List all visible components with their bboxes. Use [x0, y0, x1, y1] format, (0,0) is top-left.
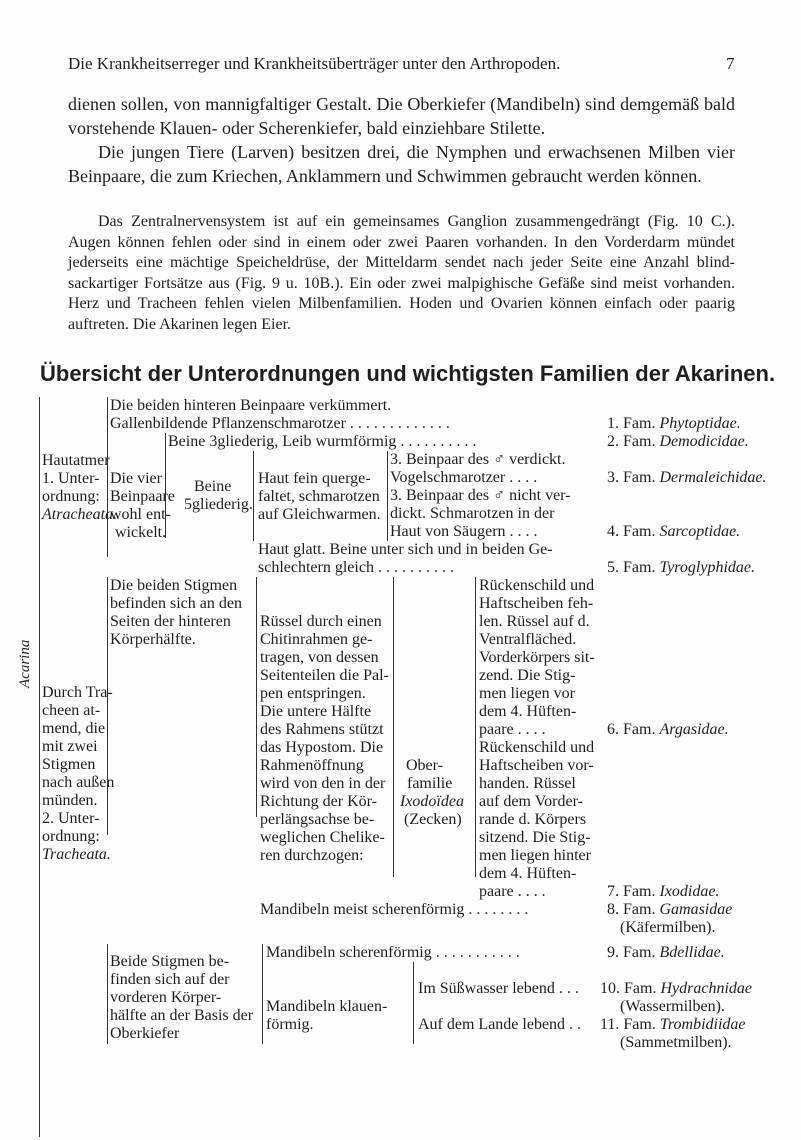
vier-line-2: Beinpaare — [110, 488, 175, 505]
family-4: 4. Fam. Sarcoptidae. — [607, 523, 741, 540]
beide-vorne-line-2: finden sich auf der — [110, 971, 230, 988]
stigmen-hinten-line-1: Die beiden Stigmen — [110, 577, 238, 594]
brace-lebensraum — [413, 962, 414, 1044]
row-4-line-1: 3. Beinpaar des ♂ nicht ver- — [390, 487, 571, 504]
family-10: 10. Fam. Hydrachnidae — [600, 980, 752, 997]
suborder-2-line-2: cheen at- — [42, 702, 101, 719]
suborder-1-name: Atracheata. — [42, 506, 118, 523]
row-4-line-2: dickt. Schmarotzen in der — [390, 505, 555, 522]
family-2: 2. Fam. Demodicidae. — [607, 433, 749, 450]
intro-paragraph-3: Das Zentralnervensystem ist auf ein gemeinsames Ganglion zusammengedrängt (Fig. 10 C.). Augen können fehlen oder sind in einem oder zwei Paaren vorhanden. In den Vorderdarm mündet jederseits eine mächtige Speicheldrüse, der Mitteldarm sendet nach jeder Seite eine Anzahl blind-sackartiger Fortsätze aus (Fig. 9 u. 10B.). Ein oder zwei malpighische Gefäße sind meist vorhanden. Herz und Tracheen fehlen vielen Milbenfamilien. Hoden und Ovarien können einfach oder paarig auftreten. Die Akarinen legen Eier. — [68, 213, 735, 333]
ruessel-line-10: wird von den in der — [260, 775, 386, 792]
oberfamilie-common-name: (Zecken) — [404, 811, 462, 828]
suborder-2-name: Tracheata. — [42, 846, 111, 863]
row-3-line-1: 3. Beinpaar des ♂ verdickt. — [390, 451, 566, 468]
family-5: 5. Fam. Tyroglyphidae. — [607, 559, 755, 576]
suborder-2-line-1: Durch Tra- — [42, 684, 113, 701]
family-11-note: (Sammetmilben). — [620, 1034, 732, 1051]
ruessel-line-6: Die untere Hälfte — [260, 703, 372, 720]
suborder-2-line-5: Stigmen — [42, 756, 96, 773]
brace-stigmen-vorne — [107, 944, 108, 1044]
klauen-line-2: förmig. — [266, 1016, 314, 1033]
vier-line-3: wohl ent- — [110, 506, 171, 523]
row-5-line-2: schlechtern gleich . . . . . . . . . . — [258, 559, 454, 576]
ruessel-line-3: tragen, von dessen — [260, 649, 379, 666]
family-7: 7. Fam. Ixodidae. — [607, 883, 720, 900]
rueckenschild-2-line-3: handen. Rüssel — [479, 775, 576, 792]
outer-brace — [39, 397, 40, 1137]
row-9: Mandibeln scherenförmig . . . . . . . . . . . — [266, 944, 520, 961]
intro-text — [68, 92, 735, 188]
family-9: 9. Fam. Bdellidae. — [607, 944, 725, 961]
rueckenschild-2-line-7: men liegen hinter — [479, 847, 591, 864]
beide-vorne-line-1: Beide Stigmen be- — [110, 953, 230, 970]
row-10: Im Süßwasser lebend . . . — [418, 980, 579, 997]
family-6: 6. Fam. Argasidae. — [607, 721, 729, 738]
rueckenschild-1-line-2: Haftscheiben feh- — [479, 595, 594, 612]
beine-5-line-2: 5gliederig. — [184, 496, 253, 513]
brace-stigmen-hinten — [107, 577, 108, 835]
ruessel-line-12: perlängsachse be- — [260, 811, 375, 828]
brace-ruessel — [256, 577, 257, 817]
brace-haut-fein — [387, 451, 388, 541]
haut-fein-line-3: auf Gleichwarmen. — [258, 506, 381, 523]
suborder-2-line-8: 2. Unter- — [42, 810, 100, 827]
ruessel-line-2: Chitinrahmen ge- — [260, 631, 373, 648]
beine-5-line-1: Beine — [194, 478, 232, 495]
suborder-2-line-7: münden. — [42, 792, 98, 809]
brace-atracheata — [107, 397, 108, 557]
rueckenschild-2-line-8: dem 4. Hüften- — [479, 865, 577, 882]
row-3-line-2: Vogelschmarotzer . . . . — [390, 469, 538, 486]
suborder-1-line-3: ordnung: — [42, 488, 100, 505]
brace-5gliederig — [253, 451, 254, 541]
ruessel-line-8: das Hypostom. Die — [260, 739, 384, 756]
family-10-note: (Wassermilben). — [620, 998, 725, 1015]
rueckenschild-2-line-6: sitzend. Die Stig- — [479, 829, 591, 846]
rueckenschild-2-line-2: Haftscheiben vor- — [479, 757, 594, 774]
stigmen-hinten-line-2: befinden sich an den — [110, 595, 242, 612]
ruessel-line-1: Rüssel durch einen — [260, 613, 382, 630]
page-number: 7 — [726, 54, 735, 73]
rueckenschild-2-line-9: paare . . . . — [479, 883, 546, 900]
suborder-1-line-2: 1. Unter- — [42, 470, 100, 487]
family-8: 8. Fam. Gamasidae — [607, 901, 733, 918]
suborder-1-line-1: Hautatmer — [42, 452, 110, 469]
rueckenschild-1-line-7: men liegen vor — [479, 685, 575, 702]
beide-vorne-line-5: Oberkiefer — [110, 1025, 180, 1042]
family-3: 3. Fam. Dermaleichidae. — [607, 469, 767, 486]
ruessel-line-5: pen entspringen. — [260, 685, 366, 702]
ruessel-line-4: Seitenteilen die Pal- — [260, 667, 389, 684]
oberfamilie-line-2: familie — [407, 775, 453, 792]
rueckenschild-1-line-5: Vorderkörpers sit- — [479, 649, 595, 666]
beide-vorne-line-4: hälfte an der Basis der — [110, 1007, 254, 1024]
rueckenschild-1-line-1: Rückenschild und — [479, 577, 595, 594]
section-title: Übersicht der Unterordnungen und wichtigsten Familien der Akarinen. — [40, 361, 776, 386]
intro-paragraph-2: Die jungen Tiere (Larven) besitzen drei, die Nymphen und erwachsenen Milben vier Beinpaare, die zum Kriechen, Anklammern und Schwimmen gebraucht werden können. — [68, 142, 735, 186]
haut-fein-line-2: faltet, schmarotzen — [258, 488, 380, 505]
rueckenschild-2-line-5: rande d. Körpers — [479, 811, 587, 828]
stigmen-hinten-line-4: Körperhälfte. — [110, 631, 196, 648]
ruessel-line-14: ren durchzogen: — [260, 847, 364, 864]
row-5-line-1: Haut glatt. Beine unter sich und in beiden Ge- — [258, 541, 553, 558]
running-title: Die Krankheitserreger und Krankheitsüberträger unter den Arthropoden. — [68, 54, 561, 73]
rueckenschild-1-line-4: Ventralfläched. — [479, 631, 577, 648]
rueckenschild-1-line-3: len. Rüssel auf d. — [479, 613, 590, 630]
rueckenschild-2-line-1: Rückenschild und — [479, 739, 595, 756]
row-11: Auf dem Lande lebend . . — [418, 1016, 582, 1033]
haut-fein-line-1: Haut fein querge- — [258, 470, 371, 487]
order-label: Acarina — [17, 639, 33, 688]
klauen-line-1: Mandibeln klauen- — [266, 998, 388, 1015]
row-8: Mandibeln meist scherenförmig . . . . . . . . — [260, 901, 529, 918]
ruessel-line-11: Richtung der Kör- — [260, 793, 377, 810]
vier-line-4: wickelt. — [115, 524, 167, 541]
brace-mandibeln — [262, 944, 263, 1044]
suborder-2-line-6: nach außen — [42, 774, 115, 791]
family-11: 11. Fam. Trombidiidae — [600, 1016, 746, 1033]
brace-rueckenschild — [475, 577, 476, 877]
rueckenschild-1-line-6: zend. Die Stig- — [479, 667, 576, 684]
oberfamilie-name: Ixodoïdea — [400, 793, 464, 810]
suborder-2-line-3: mend, die — [42, 720, 106, 737]
row-4-line-3: Haut von Säugern . . . . — [390, 523, 538, 540]
rueckenschild-1-line-9: paare . . . . — [479, 721, 546, 738]
family-1: 1. Fam. Phytoptidae. — [607, 415, 741, 432]
row-2: Beine 3gliederig, Leib wurmförmig . . . . . . . . . . — [168, 433, 477, 450]
suborder-2-line-4: mit zwei — [42, 738, 98, 755]
ruessel-line-13: weglichen Chelike- — [260, 829, 385, 846]
row-1-line-b: Gallenbildende Pflanzenschmarotzer . . . . . . . . . . . . . — [110, 415, 450, 432]
ruessel-line-7: des Rahmens stützt — [260, 721, 384, 738]
stigmen-hinten-line-3: Seiten der hinteren — [110, 613, 231, 630]
suborder-2-line-9: ordnung: — [42, 828, 100, 845]
vier-line-1: Die vier — [110, 470, 162, 487]
ruessel-line-9: Rahmenöffnung — [260, 757, 364, 774]
rueckenschild-2-line-4: auf dem Vorder- — [479, 793, 583, 810]
oberfamilie-line-1: Ober- — [406, 757, 443, 774]
brace-oberfamilie — [393, 577, 394, 877]
intro-paragraph-1: dienen sollen, von mannigfaltiger Gestalt. Die Oberkiefer (Mandibeln) sind demgemäß bald vorstehende Klauen- oder Scherenkiefer, bald einziehbare Stilette. — [68, 94, 735, 138]
family-8-note: (Käfermilben). — [620, 919, 716, 936]
beide-vorne-line-3: vorderen Körper- — [110, 989, 222, 1006]
intro-text-small — [68, 212, 735, 335]
row-1-line-a: Die beiden hinteren Beinpaare verkümmert. — [110, 397, 392, 414]
rueckenschild-1-line-8: dem 4. Hüften- — [479, 703, 577, 720]
